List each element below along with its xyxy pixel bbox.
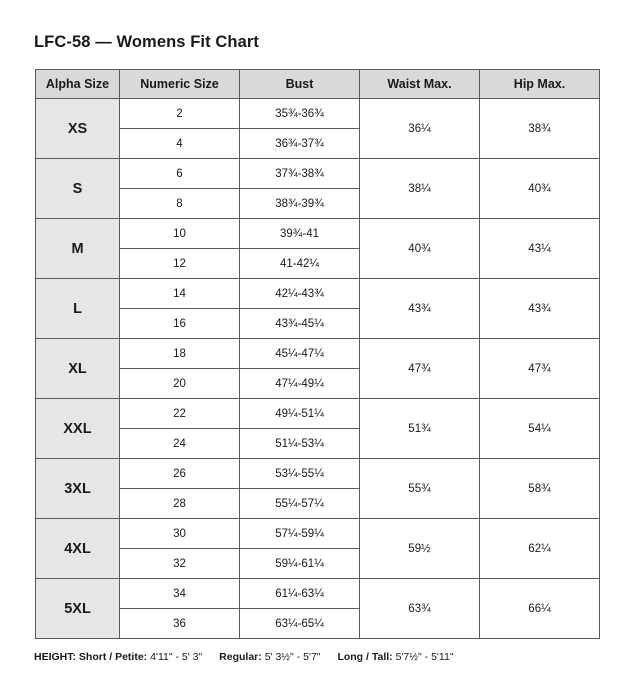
table-row <box>36 519 600 549</box>
numeric-size-cell: 18 <box>120 339 240 369</box>
header-hip-max: Hip Max. <box>480 70 600 99</box>
alpha-size-cell: S <box>36 159 120 219</box>
numeric-size-cell: 4 <box>120 129 240 159</box>
table-body <box>36 99 600 639</box>
bust-cell: 55¼-57¼ <box>240 489 360 519</box>
bust-cell: 38¾-39¾ <box>240 189 360 219</box>
bust-cell: 39¾-41 <box>240 219 360 249</box>
waist-max-cell: 40¾ <box>360 219 480 279</box>
bust-cell: 53¼-55¼ <box>240 459 360 489</box>
header-alpha-size: Alpha Size <box>36 70 120 99</box>
table-row <box>36 99 600 129</box>
numeric-size-cell: 20 <box>120 369 240 399</box>
bust-cell: 35¾-36¾ <box>240 99 360 129</box>
table-row <box>36 159 600 189</box>
header-bust: Bust <box>240 70 360 99</box>
numeric-size-cell: 28 <box>120 489 240 519</box>
table-row <box>36 399 600 429</box>
long-tall-value: 5'7½" - 5'11" <box>395 651 454 663</box>
hip-max-cell: 66¼ <box>480 579 600 639</box>
waist-max-cell: 55¾ <box>360 459 480 519</box>
waist-max-cell: 59½ <box>360 519 480 579</box>
numeric-size-cell: 16 <box>120 309 240 339</box>
numeric-size-cell: 26 <box>120 459 240 489</box>
header-waist-max: Waist Max. <box>360 70 480 99</box>
numeric-size-cell: 36 <box>120 609 240 639</box>
numeric-size-cell: 34 <box>120 579 240 609</box>
hip-max-cell: 58¾ <box>480 459 600 519</box>
alpha-size-cell: 4XL <box>36 519 120 579</box>
waist-max-cell: 51¾ <box>360 399 480 459</box>
height-legend <box>34 651 454 663</box>
numeric-size-cell: 22 <box>120 399 240 429</box>
numeric-size-cell: 30 <box>120 519 240 549</box>
alpha-size-cell: L <box>36 279 120 339</box>
bust-cell: 47¼-49¼ <box>240 369 360 399</box>
alpha-size-cell: XL <box>36 339 120 399</box>
hip-max-cell: 43¼ <box>480 219 600 279</box>
numeric-size-cell: 24 <box>120 429 240 459</box>
waist-max-cell: 38¼ <box>360 159 480 219</box>
bust-cell: 61¼-63¼ <box>240 579 360 609</box>
alpha-size-cell: XS <box>36 99 120 159</box>
waist-max-cell: 47¾ <box>360 339 480 399</box>
numeric-size-cell: 10 <box>120 219 240 249</box>
bust-cell: 41-42¼ <box>240 249 360 279</box>
hip-max-cell: 43¾ <box>480 279 600 339</box>
numeric-size-cell: 6 <box>120 159 240 189</box>
hip-max-cell: 54¼ <box>480 399 600 459</box>
bust-cell: 59¼-61¼ <box>240 549 360 579</box>
numeric-size-cell: 32 <box>120 549 240 579</box>
waist-max-cell: 43¾ <box>360 279 480 339</box>
bust-cell: 45¼-47¼ <box>240 339 360 369</box>
alpha-size-cell: M <box>36 219 120 279</box>
hip-max-cell: 47¾ <box>480 339 600 399</box>
bust-cell: 57¼-59¼ <box>240 519 360 549</box>
table-row <box>36 579 600 609</box>
fit-chart-table <box>35 69 600 639</box>
short-petite-value: 4'11" - 5' 3" <box>150 651 203 663</box>
numeric-size-cell: 12 <box>120 249 240 279</box>
table-row <box>36 279 600 309</box>
bust-cell: 43¾-45¼ <box>240 309 360 339</box>
table-row <box>36 219 600 249</box>
bust-cell: 49¼-51¼ <box>240 399 360 429</box>
hip-max-cell: 40¾ <box>480 159 600 219</box>
bust-cell: 37¾-38¾ <box>240 159 360 189</box>
bust-cell: 51¼-53¼ <box>240 429 360 459</box>
bust-cell: 36¾-37¾ <box>240 129 360 159</box>
alpha-size-cell: 3XL <box>36 459 120 519</box>
hip-max-cell: 38¾ <box>480 99 600 159</box>
table-header-row <box>36 70 600 99</box>
numeric-size-cell: 8 <box>120 189 240 219</box>
height-label: HEIGHT: <box>34 651 76 663</box>
waist-max-cell: 63¾ <box>360 579 480 639</box>
numeric-size-cell: 14 <box>120 279 240 309</box>
long-tall-label: Long / Tall: <box>337 651 393 663</box>
regular-label: Regular: <box>219 651 262 663</box>
short-petite-label: Short / Petite: <box>78 651 148 663</box>
bust-cell: 63¼-65¼ <box>240 609 360 639</box>
waist-max-cell: 36¼ <box>360 99 480 159</box>
hip-max-cell: 62¼ <box>480 519 600 579</box>
bust-cell: 42¼-43¾ <box>240 279 360 309</box>
alpha-size-cell: 5XL <box>36 579 120 639</box>
table-row <box>36 459 600 489</box>
table-row <box>36 339 600 369</box>
numeric-size-cell: 2 <box>120 99 240 129</box>
header-numeric-size: Numeric Size <box>120 70 240 99</box>
page-title: LFC-58 — Womens Fit Chart <box>34 33 259 51</box>
alpha-size-cell: XXL <box>36 399 120 459</box>
regular-value: 5' 3½" - 5'7" <box>264 651 321 663</box>
